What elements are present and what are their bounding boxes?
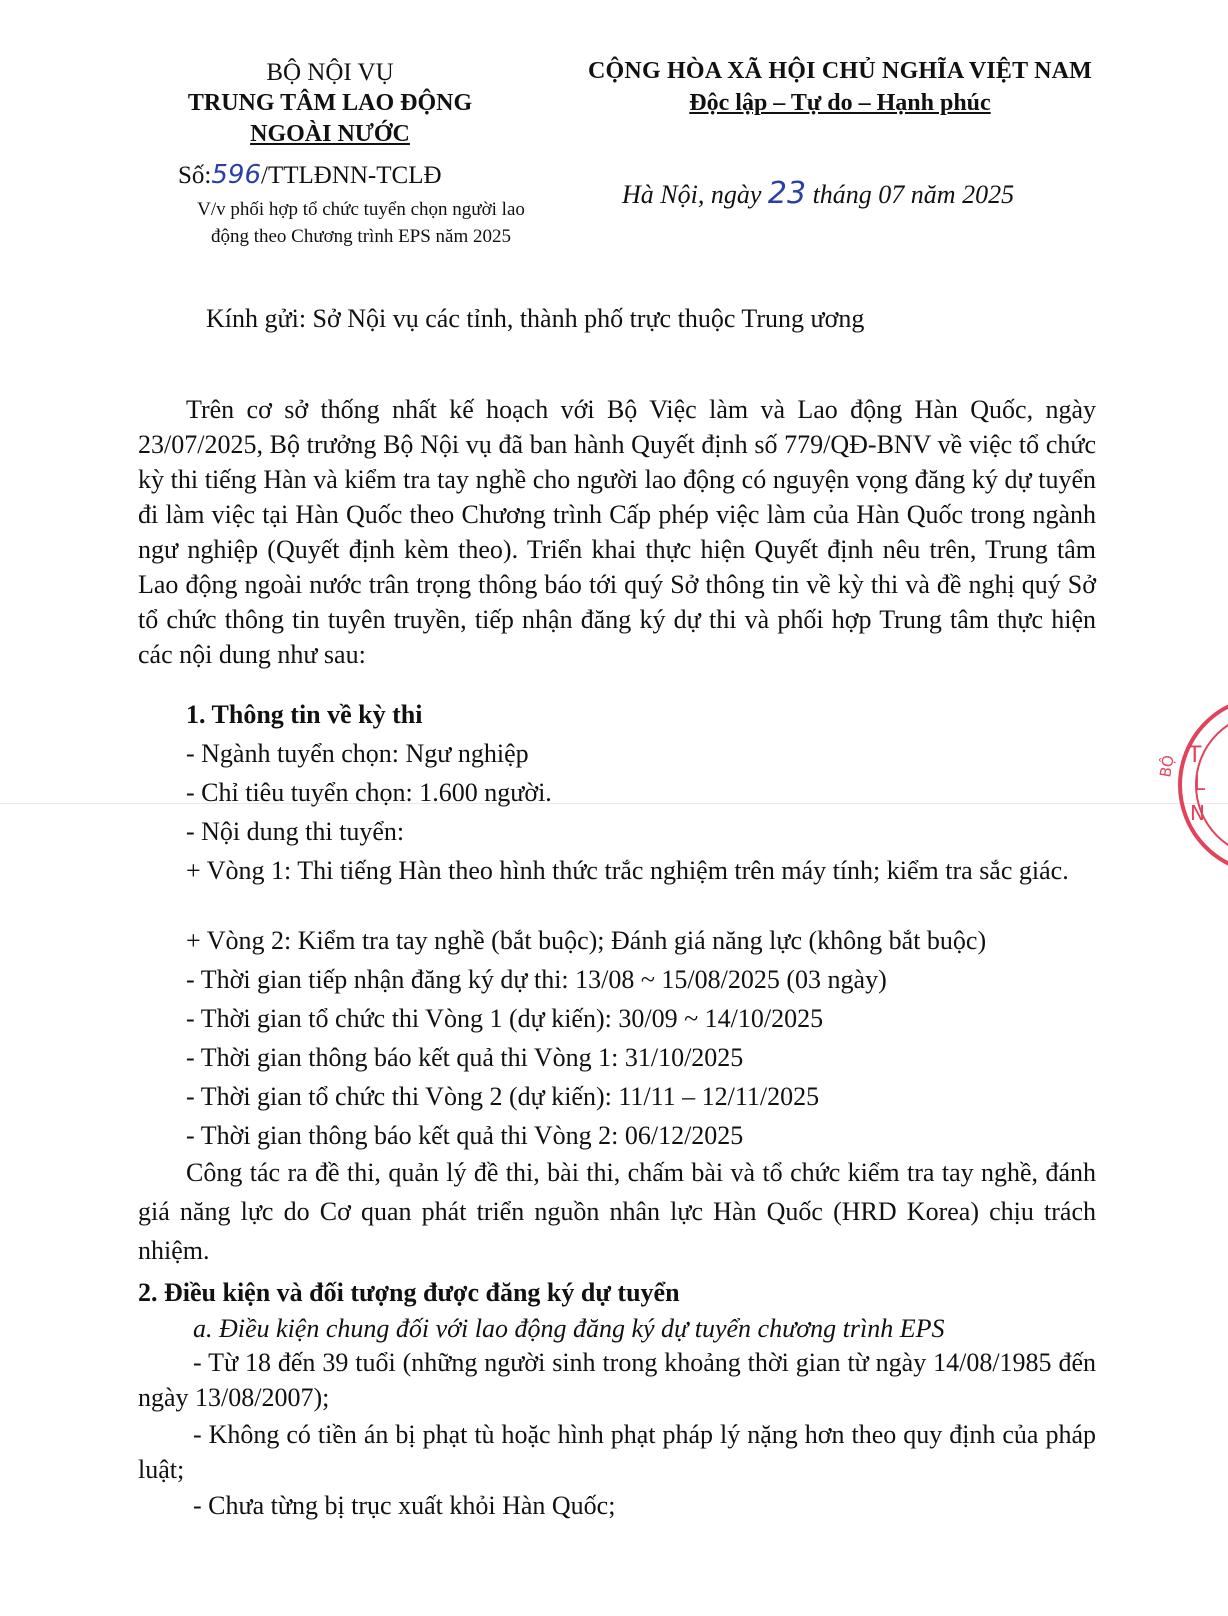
schedule-item: - Thời gian thông báo kết quả thi Vòng 1: 31/10/2025 xyxy=(186,1043,744,1072)
section-2-heading: 2. Điều kiện và đối tượng được đăng ký dự tuyển xyxy=(138,1278,680,1307)
doc-number-prefix: Số: xyxy=(178,162,212,189)
round-2-description: + Vòng 2: Kiểm tra tay nghề (bắt buộc); Đánh giá năng lực (không bắt buộc) xyxy=(186,926,987,955)
ministry-name: BỘ NỘI VỤ xyxy=(266,59,394,86)
condition-item: - Từ 18 đến 39 tuổi (những người sinh trong khoảng thời gian từ ngày 14/08/1985 đến ngày 13/08/2007); xyxy=(138,1348,1096,1412)
svg-text:N: N xyxy=(1190,801,1205,825)
date-suffix: tháng 07 năm 2025 xyxy=(812,180,1015,209)
intro-paragraph: Trên cơ sở thống nhất kế hoạch với Bộ Việc làm và Lao động Hàn Quốc, ngày 23/07/2025, Bộ trưởng Bộ Nội vụ đã ban hành Quyết định số 779/QĐ-BNV về việc tổ chức kỳ thi tiếng Hàn và kiểm tra tay nghề cho người lao động có nguyện vọng đăng ký dự tuyển đi làm việc tại Hàn Quốc theo Chương trình Cấp phép việc làm của Hàn Quốc trong ngành ngư nghiệp (Quyết định kèm theo). Triển khai thực hiện Quyết định nêu trên, Trung tâm Lao động ngoài nước trân trọng thông báo tới quý Sở thông tin về kỳ thi và đề nghị quý Sở tổ chức thông tin tuyên truyền, tiếp nhận đăng ký dự thi và phối hợp Trung tâm thực hiện các nội dung như sau: xyxy=(138,395,1096,669)
round-1-description: + Vòng 1: Thi tiếng Hàn theo hình thức trắc nghiệm trên máy tính; kiểm tra sắc giác. xyxy=(186,856,1069,885)
organizer-note: Công tác ra đề thi, quản lý đề thi, bài thi, chấm bài và tổ chức kiểm tra tay nghề, đánh giá năng lực do Cơ quan phát triển nguồn nhân lực Hàn Quốc (HRD Korea) chịu trách nhiệm. xyxy=(138,1158,1096,1265)
doc-number-handwritten: 596 xyxy=(211,160,261,190)
document-subject: V/v phối hợp tổ chức tuyển chọn người lao động theo Chương trình EPS năm 2025 xyxy=(197,199,525,247)
schedule-item: - Thời gian tiếp nhận đăng ký dự thi: 13/08 ~ 15/08/2025 (03 ngày) xyxy=(186,965,887,994)
section-1-heading: 1. Thông tin về kỳ thi xyxy=(186,700,423,729)
condition-item: - Không có tiền án bị phạt tù hoặc hình phạt pháp lý nặng hơn theo quy định của pháp luật; xyxy=(138,1420,1096,1484)
center-name-line1: TRUNG TÂM LAO ĐỘNG xyxy=(187,90,473,116)
section-2-subheading: a. Điều kiện chung đối với lao động đăng ký dự tuyển chương trình EPS xyxy=(193,1314,945,1343)
svg-text:L: L xyxy=(1194,771,1206,795)
document-number xyxy=(178,160,442,190)
svg-text:T: T xyxy=(1188,743,1202,768)
official-seal xyxy=(1148,690,1228,880)
schedule-item: - Thời gian tổ chức thi Vòng 2 (dự kiến): 11/11 – 12/11/2025 xyxy=(186,1082,820,1111)
section-2 xyxy=(138,1275,1096,1575)
condition-item: - Chưa từng bị trục xuất khỏi Hàn Quốc; xyxy=(193,1491,616,1520)
center-name-line2: NGOÀI NƯỚC xyxy=(250,121,410,147)
national-motto: Độc lập – Tự do – Hạnh phúc xyxy=(689,90,991,116)
doc-number-suffix: /TTLĐNN-TCLĐ xyxy=(261,162,442,189)
list-item: - Ngành tuyển chọn: Ngư nghiệp xyxy=(186,739,529,768)
svg-text:BỘ: BỘ xyxy=(1156,753,1178,779)
schedule-item: - Thời gian thông báo kết quả thi Vòng 2: 06/12/2025 xyxy=(186,1121,744,1150)
national-header xyxy=(560,55,1120,119)
country-name: CỘNG HÒA XÃ HỘI CHỦ NGHĨA VIỆT NAM xyxy=(588,58,1092,84)
list-item: - Chỉ tiêu tuyển chọn: 1.600 người. xyxy=(186,778,552,807)
issuer-block xyxy=(150,58,510,149)
recipient-line: Kính gửi: Sở Nội vụ các tỉnh, thành phố trực thuộc Trung ương xyxy=(206,304,865,333)
section-1 xyxy=(138,697,1096,1297)
date-day-handwritten: 23 xyxy=(767,176,807,211)
schedule-item: - Thời gian tổ chức thi Vòng 1 (dự kiến): 30/09 ~ 14/10/2025 xyxy=(186,1004,824,1033)
date-prefix: Hà Nội, ngày xyxy=(622,180,762,209)
list-item: - Nội dung thi tuyển: xyxy=(186,817,405,846)
document-date xyxy=(622,176,1014,211)
